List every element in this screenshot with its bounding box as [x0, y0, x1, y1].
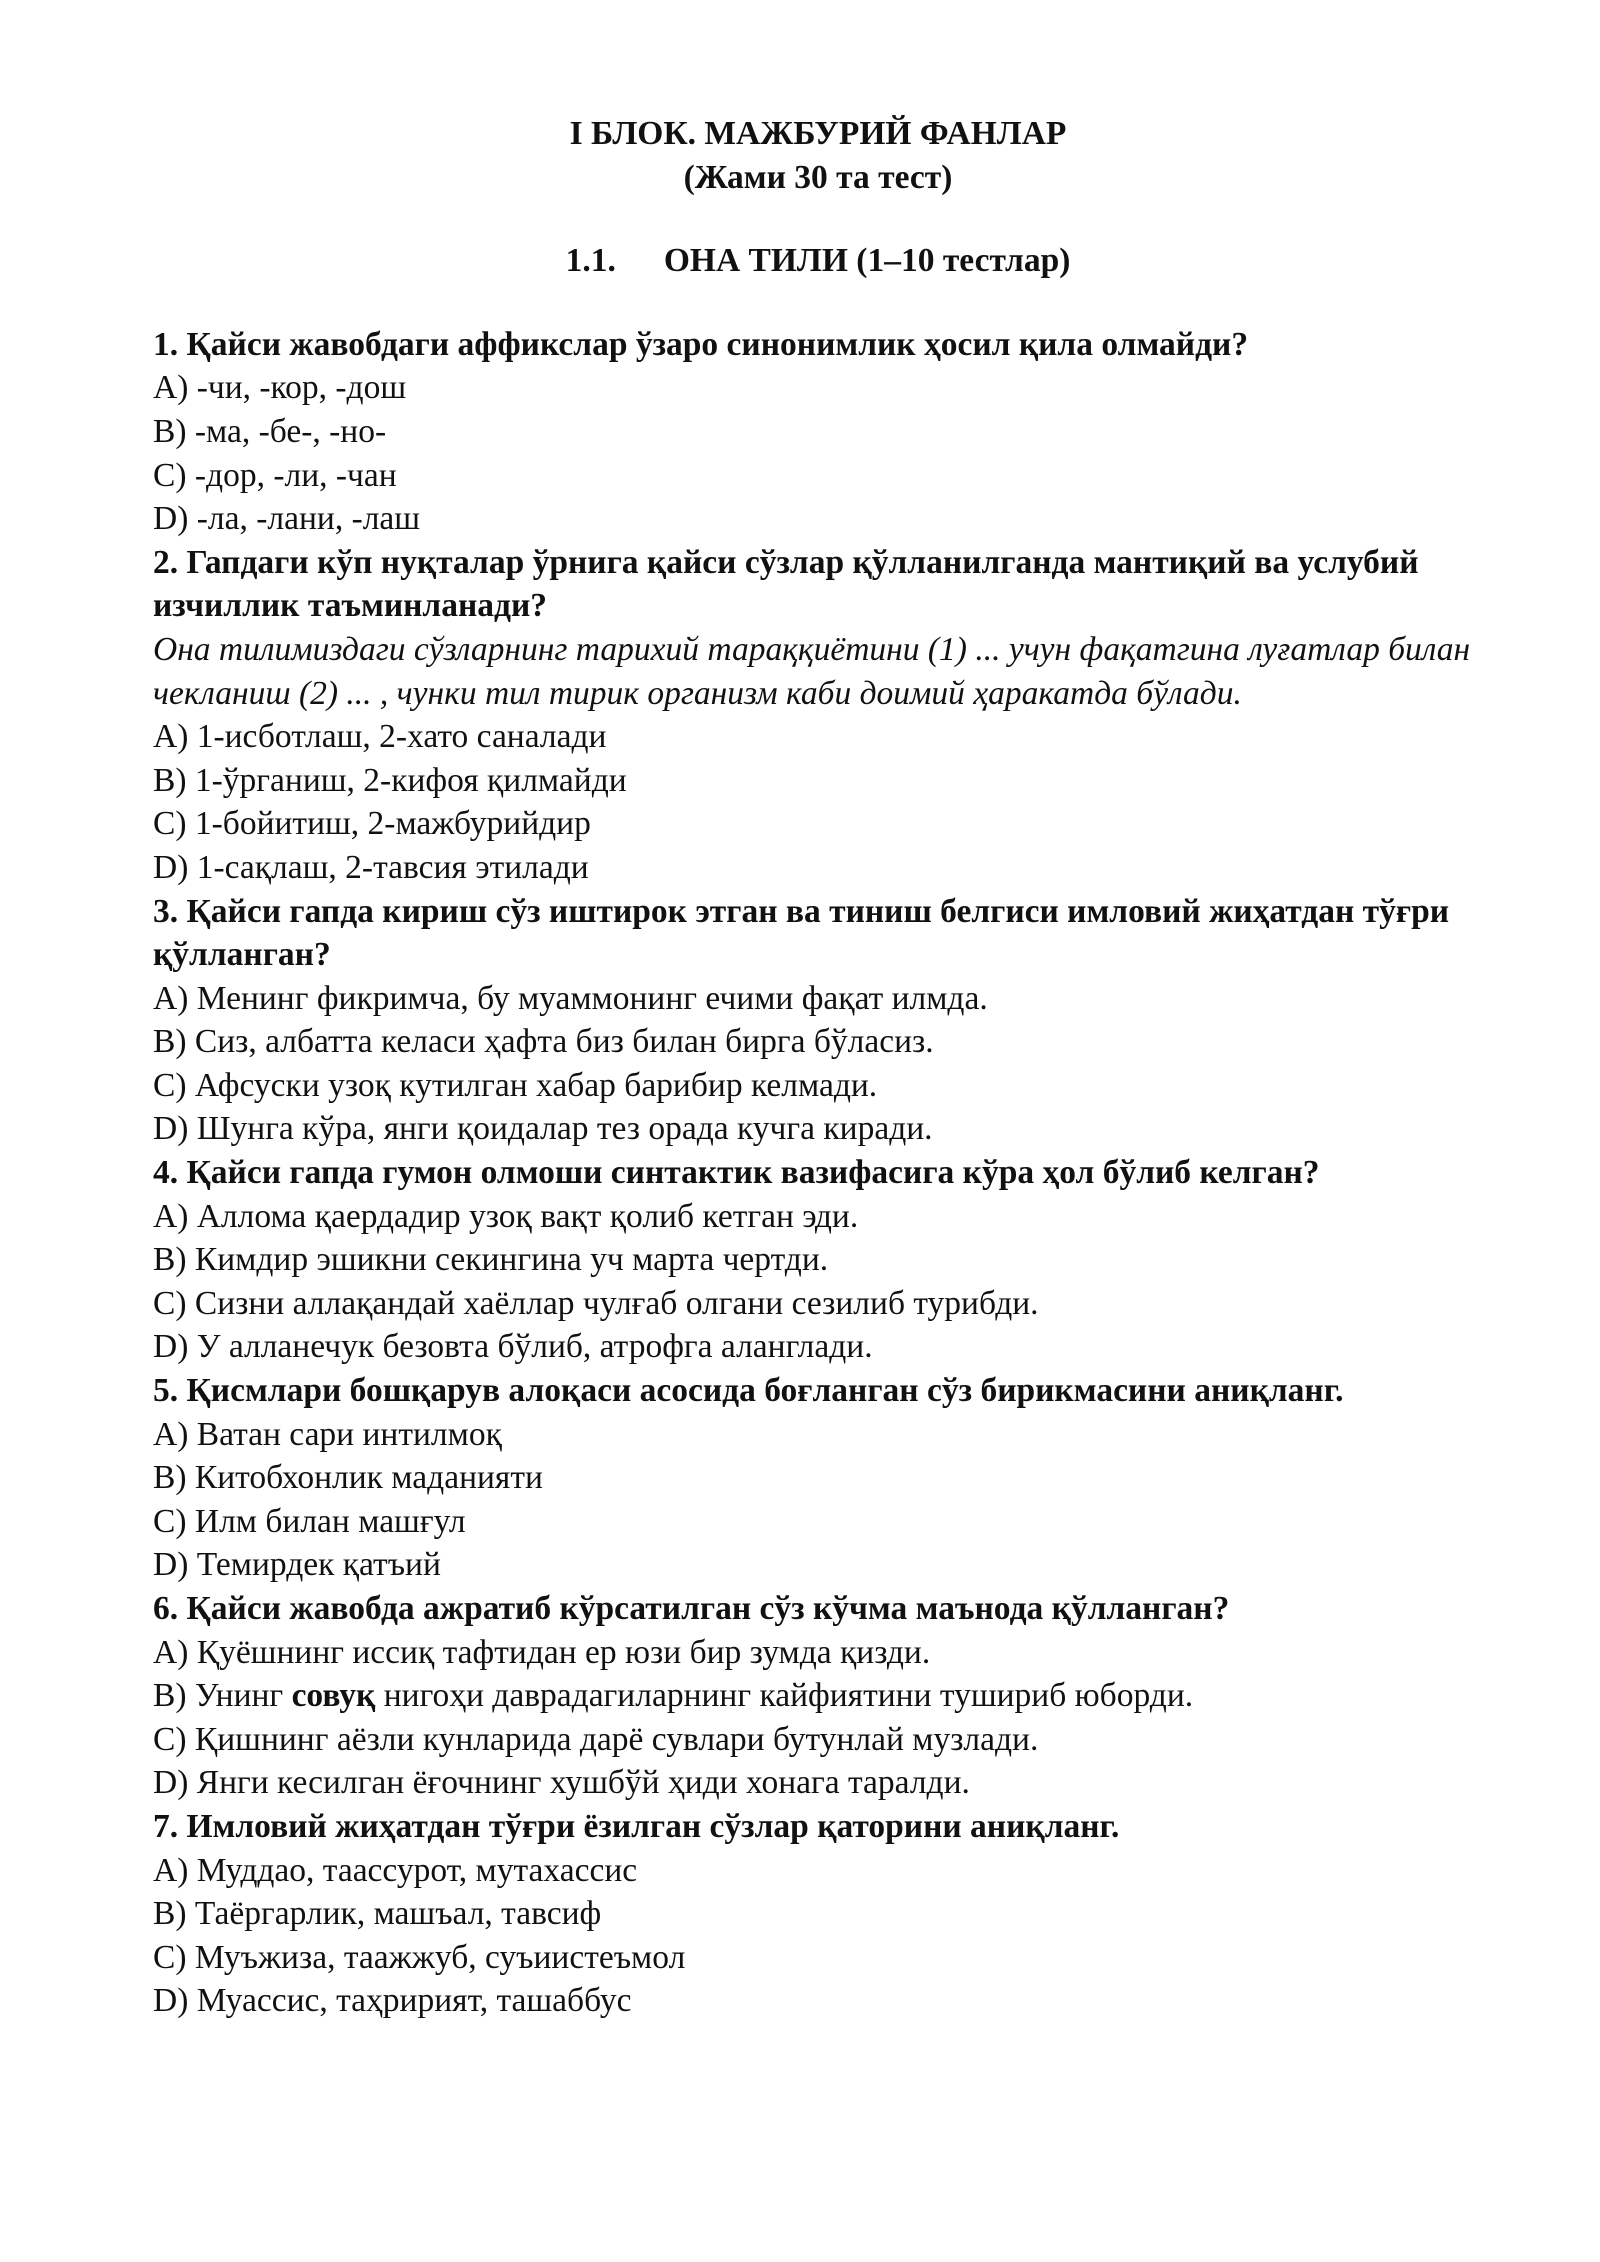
- question-1: [153, 323, 1483, 541]
- option-c: C) Сизни аллақандай хаёллар чулғаб олгани сезилиб турибди.: [153, 1284, 1039, 1322]
- question-7: [153, 1805, 1483, 2023]
- option-b: B) 1-ўрганиш, 2-кифоя қилмайди: [153, 761, 627, 799]
- question-passage: Она тилимиздаги сўзларнинг тарихий тараққиётини (1) ... учун фақатгина луғатлар билан чекланиш (2) ... , чунки тил тирик организм каби доимий ҳаракатда бўлади.: [153, 630, 1471, 712]
- question-text: 4. Қайси гапда гумон олмоши синтактик вазифасига кўра ҳол бўлиб келган?: [153, 1154, 1320, 1192]
- option-c: C) Илм билан машғул: [153, 1502, 466, 1540]
- section-heading: [153, 239, 1483, 283]
- document-page: [153, 112, 1483, 2023]
- question-3: [153, 890, 1483, 1152]
- question-text: 6. Қайси жавобда ажратиб кўрсатилган сўз кўчма маънода қўлланган?: [153, 1590, 1230, 1627]
- question-text: 3. Қайси гапда кириш сўз иштирок этган ва тиниш белгиси имловий жиҳатдан тўғри қўлланган?: [153, 892, 1450, 974]
- option-a: A) Аллома қаердадир узоқ вақт қолиб кетган эди.: [153, 1197, 859, 1235]
- option-b: B) -ма, -бе-, -но-: [153, 412, 387, 450]
- option-c: C) Афсуски узоқ кутилган хабар барибир келмади.: [153, 1066, 878, 1104]
- option-b: B) Таёргарлик, машъал, тавсиф: [153, 1895, 602, 1933]
- option-a: A) Менинг фикримча, бу муаммонинг ечими фақат илмда.: [153, 979, 988, 1017]
- option-a: A) Муддао, таассурот, мутахассис: [153, 1851, 638, 1889]
- option-b: B) Сиз, албатта келаси ҳафта биз билан бирга бўласиз.: [153, 1023, 934, 1061]
- question-text: 2. Гапдаги кўп нуқталар ўрнига қайси сўзлар қўлланилганда мантиқий ва услубий изчиллик таъминланади?: [153, 543, 1419, 625]
- option-a: A) Қуёшнинг иссиқ тафтидан ер юзи бир зумда қизди.: [153, 1633, 931, 1671]
- block-subtitle: (Жами 30 та тест): [683, 158, 953, 196]
- option-d: D) У алланечук безовта бўлиб, атрофга аланглади.: [153, 1328, 873, 1366]
- question-text: 7. Имловий жиҳатдан тўғри ёзилган сўзлар қаторини аниқланг.: [153, 1807, 1120, 1845]
- option-c: C) 1-бойитиш, 2-мажбурийдир: [153, 805, 591, 843]
- option-d: D) Муассис, таҳририят, ташаббус: [153, 1982, 632, 2020]
- highlighted-word: совуқ: [291, 1677, 376, 1715]
- option-d: D) 1-сақлаш, 2-тавсия этилади: [153, 848, 589, 886]
- option-c: C) Қишнинг аёзли кунларида дарё сувлари бутунлай музлади.: [153, 1720, 1039, 1758]
- section-title: ОНА ТИЛИ (1–10 тестлар): [663, 242, 1071, 280]
- question-text: 1. Қайси жавобдаги аффикслар ўзаро синонимлик ҳосил қила олмайди?: [153, 325, 1249, 363]
- option-d: D) Янги кесилган ёғочнинг хушбўй ҳиди хонага таралди.: [153, 1764, 970, 1802]
- question-6: [153, 1587, 1483, 1805]
- question-text: 5. Қисмлари бошқарув алоқаси асосида боғланган сўз бирикмасини аниқланг.: [153, 1372, 1344, 1410]
- question-2: [153, 541, 1483, 890]
- option-a: A) -чи, -кор, -дош: [153, 369, 407, 407]
- block-title: I БЛОК. МАЖБУРИЙ ФАНЛАР: [569, 115, 1067, 152]
- question-4: [153, 1151, 1483, 1369]
- option-b: B) Китобхонлик маданияти: [153, 1459, 543, 1497]
- option-d: D) Темирдек қатъий: [153, 1546, 441, 1584]
- option-c: C) Муъжиза, таажжуб, суъиистеъмол: [153, 1938, 686, 1976]
- option-d: D) Шунга кўра, янги қоидалар тез орада кучга киради.: [153, 1110, 933, 1148]
- option-b-prefix: B) Унинг: [153, 1677, 292, 1715]
- section-number: 1.1.: [565, 242, 616, 280]
- question-5: [153, 1369, 1483, 1587]
- option-a: A) Ватан сари интилмоқ: [153, 1415, 502, 1453]
- option-d: D) -ла, -лани, -лаш: [153, 500, 421, 538]
- option-b-suffix: нигоҳи даврадагиларнинг кайфиятини тушириб юборди.: [375, 1677, 1194, 1715]
- option-c: C) -дор, -ли, -чан: [153, 456, 397, 494]
- option-b: [153, 1674, 1483, 1718]
- option-a: A) 1-исботлаш, 2-хато саналади: [153, 718, 607, 756]
- option-b: B) Кимдир эшикни секингина уч марта чертди.: [153, 1241, 829, 1279]
